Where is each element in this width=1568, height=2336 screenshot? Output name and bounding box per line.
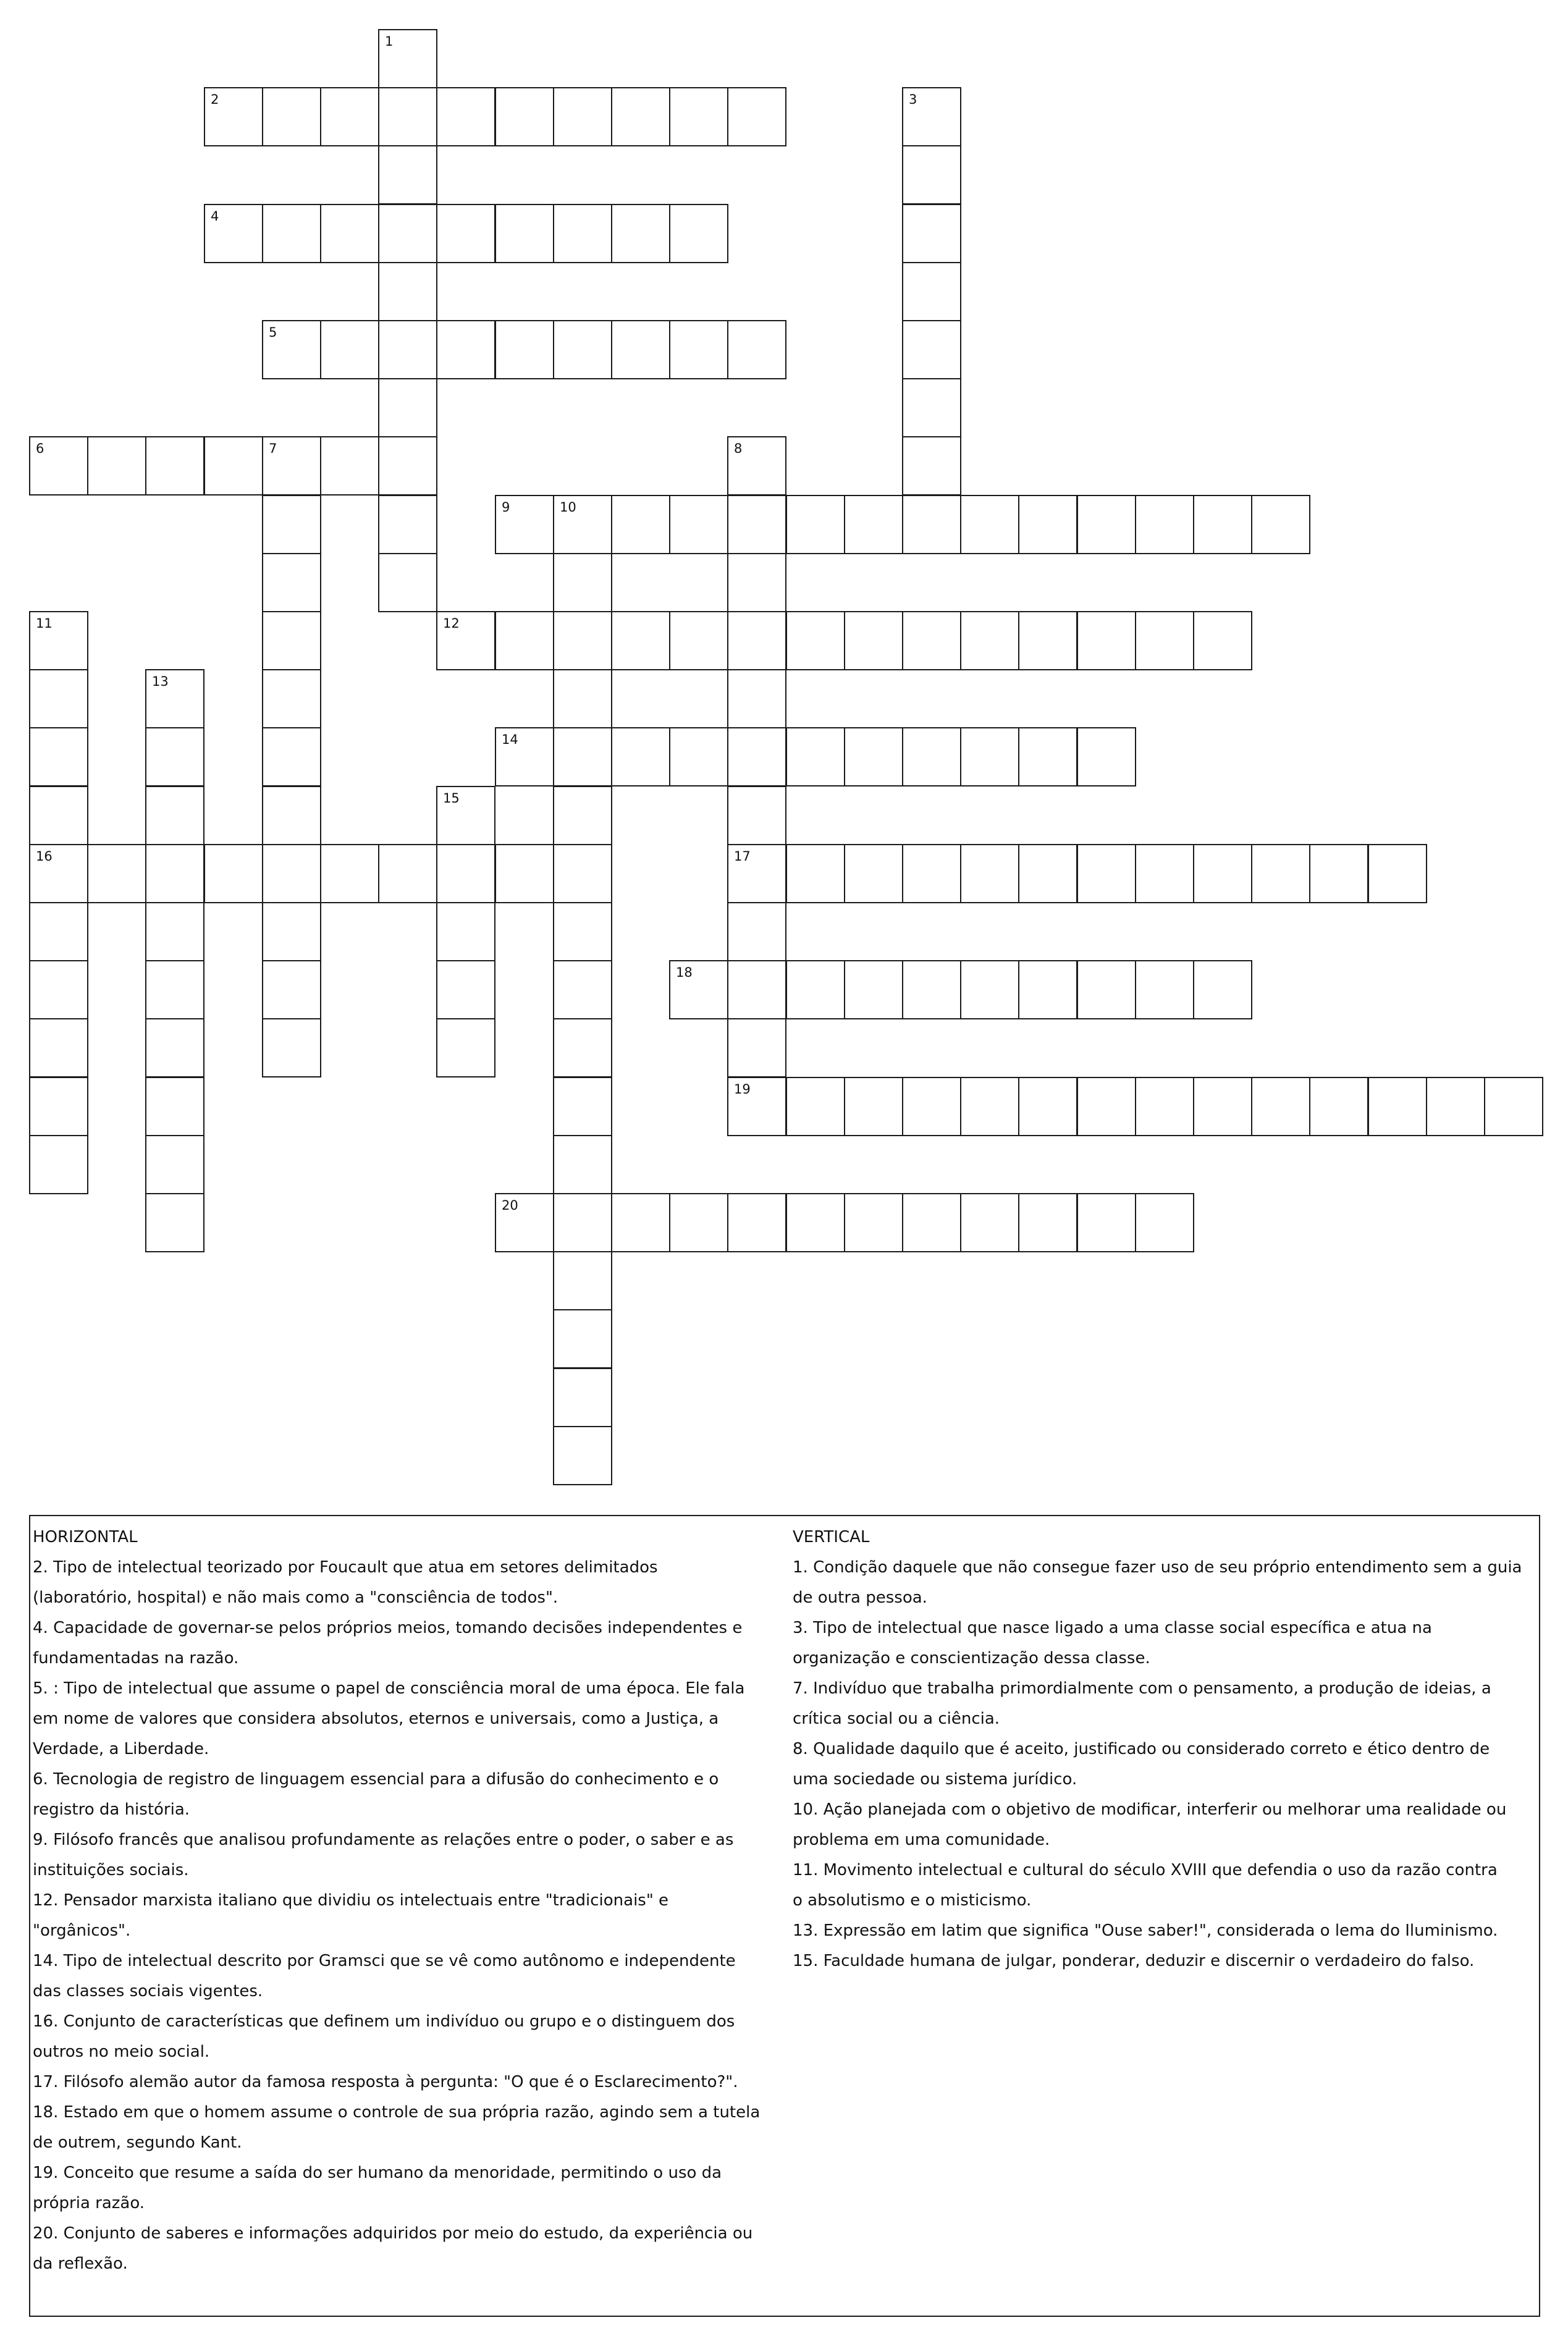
crossword-cell[interactable] xyxy=(611,495,670,554)
down-clue-line: uma sociedade ou sistema jurídico. xyxy=(793,1770,1077,1789)
crossword-cell[interactable] xyxy=(844,611,903,670)
crossword-cell[interactable] xyxy=(902,844,961,903)
clue-number: 11 xyxy=(36,616,53,631)
crossword-cell[interactable] xyxy=(436,320,495,379)
crossword-cell[interactable] xyxy=(145,786,204,845)
crossword-cell[interactable] xyxy=(669,320,728,379)
crossword-cell[interactable] xyxy=(727,1193,786,1252)
crossword-cell[interactable] xyxy=(320,320,379,379)
crossword-cell[interactable] xyxy=(611,87,670,146)
crossword-cell[interactable] xyxy=(436,1018,495,1077)
crossword-cell[interactable] xyxy=(378,495,437,554)
crossword-cell[interactable] xyxy=(495,204,554,263)
across-clue-line: 12. Pensador marxista italiano que dividiu os intelectuais entre "tradicionais" e xyxy=(33,1891,669,1910)
crossword-cell[interactable] xyxy=(1426,1077,1485,1136)
crossword-cell[interactable] xyxy=(553,844,612,903)
crossword-cell[interactable] xyxy=(1135,844,1194,903)
crossword-cell[interactable] xyxy=(611,611,670,670)
crossword-cell[interactable] xyxy=(786,1077,845,1136)
crossword-cell[interactable] xyxy=(378,87,437,146)
crossword-cell[interactable] xyxy=(436,204,495,263)
crossword-cell[interactable] xyxy=(320,844,379,903)
down-clue-line: crítica social ou a ciência. xyxy=(793,1710,1000,1728)
crossword-cell[interactable] xyxy=(1135,495,1194,554)
crossword-cell[interactable] xyxy=(436,960,495,1019)
crossword-cell[interactable] xyxy=(786,960,845,1019)
crossword-cell[interactable] xyxy=(553,495,612,554)
clue-number: 3 xyxy=(909,92,917,107)
across-clue-line: das classes sociais vigentes. xyxy=(33,1982,263,2001)
crossword-cell[interactable] xyxy=(1018,727,1077,786)
down-clue-line: problema em uma comunidade. xyxy=(793,1831,1050,1849)
crossword-cell[interactable] xyxy=(87,844,146,903)
clue-number: 16 xyxy=(36,849,53,864)
crossword-cell[interactable] xyxy=(727,553,786,612)
crossword-cell[interactable] xyxy=(727,495,786,554)
crossword-cell[interactable] xyxy=(436,611,495,670)
crossword-cell[interactable] xyxy=(262,436,321,495)
crossword-cell[interactable] xyxy=(960,1193,1019,1252)
across-clue-line: Verdade, a Liberdade. xyxy=(33,1740,209,1758)
crossword-cell[interactable] xyxy=(262,960,321,1019)
crossword-cell[interactable] xyxy=(1135,1193,1194,1252)
crossword-cell[interactable] xyxy=(29,669,88,728)
crossword-cell[interactable] xyxy=(1077,495,1136,554)
crossword-cell[interactable] xyxy=(902,262,961,321)
crossword-cell[interactable] xyxy=(378,553,437,612)
crossword-cell[interactable] xyxy=(1135,611,1194,670)
across-clue-line: 4. Capacidade de governar-se pelos próprios meios, tomando decisões independentes e xyxy=(33,1619,743,1637)
across-clue-line: instituições sociais. xyxy=(33,1861,189,1879)
down-clues-column xyxy=(793,1522,1540,1976)
crossword-cell[interactable] xyxy=(1193,960,1252,1019)
crossword-cell[interactable] xyxy=(1193,495,1252,554)
crossword-cell[interactable] xyxy=(436,786,495,845)
clue-number: 4 xyxy=(211,209,219,224)
crossword-cell[interactable] xyxy=(786,495,845,554)
down-clue-line: 15. Faculdade humana de julgar, ponderar, deduzir e discernir o verdadeiro do falso. xyxy=(793,1952,1475,1970)
crossword-cell[interactable] xyxy=(378,145,437,205)
crossword-cell[interactable] xyxy=(145,669,204,728)
crossword-cell[interactable] xyxy=(844,1077,903,1136)
crossword-cell[interactable] xyxy=(727,320,786,379)
crossword-cell[interactable] xyxy=(145,1018,204,1077)
crossword-cell[interactable] xyxy=(1193,1077,1252,1136)
across-clue-line: 18. Estado em que o homem assume o controle de sua própria razão, agindo sem a tutela xyxy=(33,2103,761,2122)
down-clue-line: o absolutismo e o misticismo. xyxy=(793,1891,1032,1910)
crossword-cell[interactable] xyxy=(495,611,554,670)
crossword-cell[interactable] xyxy=(29,1135,88,1194)
crossword-cell[interactable] xyxy=(786,727,845,786)
crossword-cell[interactable] xyxy=(1018,495,1077,554)
crossword-cell[interactable] xyxy=(262,727,321,786)
crossword-cell[interactable] xyxy=(495,727,554,786)
crossword-cell[interactable] xyxy=(145,1135,204,1194)
crossword-cell[interactable] xyxy=(378,320,437,379)
crossword-cell[interactable] xyxy=(553,1368,612,1427)
crossword-cell[interactable] xyxy=(29,436,88,495)
crossword-cell[interactable] xyxy=(1077,1193,1136,1252)
crossword-cell[interactable] xyxy=(262,902,321,961)
down-clue-line: 11. Movimento intelectual e cultural do século XVIII que defendia o uso da razão contra xyxy=(793,1861,1498,1879)
crossword-cell[interactable] xyxy=(669,960,728,1019)
clue-number: 2 xyxy=(211,92,219,107)
crossword-cell[interactable] xyxy=(902,436,961,495)
clue-number: 17 xyxy=(734,849,751,864)
crossword-cell[interactable] xyxy=(436,87,495,146)
crossword-cell[interactable] xyxy=(378,29,437,88)
crossword-cell[interactable] xyxy=(378,204,437,263)
across-clue-line: 19. Conceito que resume a saída do ser humano da menoridade, permitindo o uso da xyxy=(33,2164,722,2182)
clue-number: 1 xyxy=(385,34,394,49)
crossword-cell[interactable] xyxy=(262,611,321,670)
crossword-cell[interactable] xyxy=(1077,960,1136,1019)
clue-number: 13 xyxy=(152,674,169,689)
clue-number: 20 xyxy=(502,1198,518,1213)
across-clue-line: de outrem, segundo Kant. xyxy=(33,2133,242,2152)
down-clue-line: 1. Condição daquele que não consegue fazer uso de seu próprio entendimento sem a guia xyxy=(793,1558,1522,1577)
across-clue-line: outros no meio social. xyxy=(33,2043,210,2061)
crossword-cell[interactable] xyxy=(553,1018,612,1077)
crossword-cell[interactable] xyxy=(262,669,321,728)
crossword-cell[interactable] xyxy=(262,87,321,146)
across-clue-line: da reflexão. xyxy=(33,2254,128,2273)
crossword-cell[interactable] xyxy=(960,495,1019,554)
crossword-cell[interactable] xyxy=(29,844,88,903)
crossword-cell[interactable] xyxy=(29,786,88,845)
down-clue-line: 13. Expressão em latim que significa "Ouse saber!", considerada o lema do Iluminismo. xyxy=(793,1921,1498,1940)
crossword-cell[interactable] xyxy=(727,87,786,146)
crossword-cell[interactable] xyxy=(902,204,961,263)
clues-panel xyxy=(29,1515,1540,2317)
crossword-cell[interactable] xyxy=(262,320,321,379)
crossword-cell[interactable] xyxy=(902,87,961,146)
clue-number: 12 xyxy=(443,616,460,631)
crossword-cell[interactable] xyxy=(553,611,612,670)
crossword-cell[interactable] xyxy=(553,727,612,786)
crossword-cell[interactable] xyxy=(553,1251,612,1310)
crossword-cell[interactable] xyxy=(786,844,845,903)
crossword-cell[interactable] xyxy=(262,1018,321,1077)
crossword-cell[interactable] xyxy=(727,786,786,845)
down-clue-line: 3. Tipo de intelectual que nasce ligado a uma classe social específica e atua na xyxy=(793,1619,1432,1637)
down-clue-line: organização e conscientização dessa classe. xyxy=(793,1649,1150,1668)
crossword-cell[interactable] xyxy=(902,1193,961,1252)
crossword-cell[interactable] xyxy=(1077,1077,1136,1136)
crossword-cell[interactable] xyxy=(553,553,612,612)
crossword-cell[interactable] xyxy=(844,727,903,786)
across-clue-line: 6. Tecnologia de registro de linguagem essencial para a difusão do conhecimento e o xyxy=(33,1770,719,1789)
crossword-cell[interactable] xyxy=(378,378,437,437)
crossword-cell[interactable] xyxy=(553,1309,612,1368)
crossword-cell[interactable] xyxy=(29,1077,88,1136)
crossword-cell[interactable] xyxy=(145,1193,204,1252)
crossword-cell[interactable] xyxy=(727,611,786,670)
crossword-cell[interactable] xyxy=(1484,1077,1543,1136)
crossword-cell[interactable] xyxy=(844,1193,903,1252)
clue-number: 8 xyxy=(734,441,743,456)
crossword-cell[interactable] xyxy=(727,1077,786,1136)
down-clue-line: 7. Indivíduo que trabalha primordialmente com o pensamento, a produção de ideias, a xyxy=(793,1679,1491,1698)
across-clue-line: 14. Tipo de intelectual descrito por Gramsci que se vê como autônomo e independente xyxy=(33,1952,736,1970)
crossword-cell[interactable] xyxy=(553,320,612,379)
crossword-cell[interactable] xyxy=(262,844,321,903)
crossword-cell[interactable] xyxy=(902,611,961,670)
crossword-cell[interactable] xyxy=(844,844,903,903)
crossword-cell[interactable] xyxy=(553,1193,612,1252)
crossword-cell[interactable] xyxy=(611,320,670,379)
crossword-cell[interactable] xyxy=(960,960,1019,1019)
across-clue-line: fundamentadas na razão. xyxy=(33,1649,239,1668)
crossword-cell[interactable] xyxy=(960,727,1019,786)
crossword-cell[interactable] xyxy=(495,320,554,379)
crossword-cell[interactable] xyxy=(1193,844,1252,903)
crossword-cell[interactable] xyxy=(553,87,612,146)
crossword-cell[interactable] xyxy=(1077,844,1136,903)
across-clues-column xyxy=(33,1522,791,2279)
crossword-cell[interactable] xyxy=(1251,495,1310,554)
down-clue-line: 10. Ação planejada com o objetivo de modificar, interferir ou melhorar uma realidade ou xyxy=(793,1800,1507,1819)
crossword-cell[interactable] xyxy=(204,204,263,263)
crossword-cell[interactable] xyxy=(145,727,204,786)
crossword-cell[interactable] xyxy=(1077,727,1136,786)
crossword-cell[interactable] xyxy=(495,87,554,146)
crossword-cell[interactable] xyxy=(902,1077,961,1136)
across-clue-line: (laboratório, hospital) e não mais como a "consciência de todos". xyxy=(33,1588,558,1607)
crossword-cell[interactable] xyxy=(727,1018,786,1077)
crossword-cell[interactable] xyxy=(1251,844,1310,903)
crossword-cell[interactable] xyxy=(204,844,263,903)
clue-number: 19 xyxy=(734,1082,751,1097)
crossword-cell[interactable] xyxy=(844,960,903,1019)
crossword-cell[interactable] xyxy=(145,1077,204,1136)
crossword-cell[interactable] xyxy=(204,436,263,495)
crossword-cell[interactable] xyxy=(553,902,612,961)
crossword-cell[interactable] xyxy=(1251,1077,1310,1136)
crossword-cell[interactable] xyxy=(1135,960,1194,1019)
crossword-cell[interactable] xyxy=(727,669,786,728)
crossword-cell[interactable] xyxy=(1309,1077,1368,1136)
crossword-cell[interactable] xyxy=(960,611,1019,670)
across-clue-line: própria razão. xyxy=(33,2194,145,2212)
crossword-cell[interactable] xyxy=(902,495,961,554)
crossword-cell[interactable] xyxy=(1077,611,1136,670)
crossword-cell[interactable] xyxy=(378,436,437,495)
crossword-cell[interactable] xyxy=(960,1077,1019,1136)
crossword-cell[interactable] xyxy=(553,204,612,263)
across-clue-line: registro da história. xyxy=(33,1800,190,1819)
crossword-cell[interactable] xyxy=(727,436,786,495)
crossword-cell[interactable] xyxy=(902,378,961,437)
crossword-cell[interactable] xyxy=(29,727,88,786)
clue-number: 7 xyxy=(269,441,277,456)
crossword-cell[interactable] xyxy=(553,1077,612,1136)
crossword-cell[interactable] xyxy=(378,844,437,903)
crossword-cell[interactable] xyxy=(727,902,786,961)
clue-number: 5 xyxy=(269,325,277,340)
crossword-cell[interactable] xyxy=(553,669,612,728)
crossword-cell[interactable] xyxy=(669,1193,728,1252)
crossword-cell[interactable] xyxy=(727,960,786,1019)
crossword-cell[interactable] xyxy=(669,611,728,670)
crossword-cell[interactable] xyxy=(553,1135,612,1194)
across-clue-line: "orgânicos". xyxy=(33,1921,131,1940)
crossword-cell[interactable] xyxy=(436,902,495,961)
crossword-cell[interactable] xyxy=(495,844,554,903)
crossword-cell[interactable] xyxy=(204,87,263,146)
clue-number: 6 xyxy=(36,441,44,456)
crossword-cell[interactable] xyxy=(1135,1077,1194,1136)
crossword-cell[interactable] xyxy=(902,320,961,379)
crossword-cell[interactable] xyxy=(320,87,379,146)
crossword-cell[interactable] xyxy=(786,1193,845,1252)
crossword-cell[interactable] xyxy=(669,495,728,554)
crossword-cell[interactable] xyxy=(1368,844,1427,903)
crossword-cell[interactable] xyxy=(145,844,204,903)
crossword-cell[interactable] xyxy=(611,1193,670,1252)
crossword-cell[interactable] xyxy=(262,495,321,554)
crossword-cell[interactable] xyxy=(902,960,961,1019)
crossword-cell[interactable] xyxy=(29,611,88,670)
across-clue-line: em nome de valores que considera absolutos, eternos e universais, como a Justiça, a xyxy=(33,1710,719,1728)
across-clue-line: 9. Filósofo francês que analisou profundamente as relações entre o poder, o saber e as xyxy=(33,1831,734,1849)
across-clue-line: 16. Conjunto de características que definem um indivíduo ou grupo e o distinguem dos xyxy=(33,2012,735,2031)
crossword-cell[interactable] xyxy=(1018,1193,1077,1252)
clue-number: 15 xyxy=(443,791,460,806)
crossword-cell[interactable] xyxy=(87,436,146,495)
crossword-cell[interactable] xyxy=(553,786,612,845)
crossword-cell[interactable] xyxy=(29,960,88,1019)
crossword-cell[interactable] xyxy=(669,87,728,146)
crossword-cell[interactable] xyxy=(145,960,204,1019)
crossword-cell[interactable] xyxy=(553,960,612,1019)
clue-number: 18 xyxy=(676,965,693,980)
crossword-cell[interactable] xyxy=(727,727,786,786)
down-clue-line: 8. Qualidade daquilo que é aceito, justificado ou considerado correto e ético dentro de xyxy=(793,1740,1490,1758)
crossword-cell[interactable] xyxy=(611,727,670,786)
across-clue-line: 17. Filósofo alemão autor da famosa resposta à pergunta: "O que é o Esclarecimento?". xyxy=(33,2073,738,2091)
clue-number: 9 xyxy=(502,500,510,515)
crossword-cell[interactable] xyxy=(145,436,204,495)
crossword-cell[interactable] xyxy=(378,262,437,321)
crossword-cell[interactable] xyxy=(611,204,670,263)
crossword-cell[interactable] xyxy=(669,204,728,263)
crossword-cell[interactable] xyxy=(844,495,903,554)
across-clue-line: 2. Tipo de intelectual teorizado por Foucault que atua em setores delimitados xyxy=(33,1558,658,1577)
across-clue-line: 5. : Tipo de intelectual que assume o papel de consciência moral de uma época. Ele fala xyxy=(33,1679,745,1698)
crossword-cell[interactable] xyxy=(960,844,1019,903)
crossword-cell[interactable] xyxy=(1018,1077,1077,1136)
crossword-cell[interactable] xyxy=(669,727,728,786)
crossword-cell[interactable] xyxy=(320,436,379,495)
crossword-cell[interactable] xyxy=(29,1018,88,1077)
crossword-cell[interactable] xyxy=(902,727,961,786)
crossword-cell[interactable] xyxy=(1309,844,1368,903)
crossword-cell[interactable] xyxy=(436,844,495,903)
crossword-cell[interactable] xyxy=(1018,844,1077,903)
down-heading: VERTICAL xyxy=(793,1528,870,1546)
crossword-cell[interactable] xyxy=(262,204,321,263)
crossword-cell[interactable] xyxy=(1368,1077,1427,1136)
clue-number: 14 xyxy=(502,732,518,747)
crossword-cell[interactable] xyxy=(145,902,204,961)
across-heading: HORIZONTAL xyxy=(33,1528,138,1546)
down-clue-line: de outra pessoa. xyxy=(793,1588,927,1607)
crossword-cell[interactable] xyxy=(495,495,554,554)
across-clue-line: 20. Conjunto de saberes e informações adquiridos por meio do estudo, da experiência ou xyxy=(33,2224,753,2243)
clue-number: 10 xyxy=(560,500,576,515)
crossword-cell[interactable] xyxy=(495,1193,554,1252)
crossword-cell[interactable] xyxy=(902,145,961,205)
crossword-cell[interactable] xyxy=(29,902,88,961)
crossword-cell[interactable] xyxy=(320,204,379,263)
crossword-cell[interactable] xyxy=(1193,611,1252,670)
crossword-cell[interactable] xyxy=(1018,611,1077,670)
crossword-cell[interactable] xyxy=(786,611,845,670)
crossword-cell[interactable] xyxy=(1018,960,1077,1019)
crossword-cell[interactable] xyxy=(262,553,321,612)
crossword-cell[interactable] xyxy=(553,1426,612,1485)
crossword-cell[interactable] xyxy=(727,844,786,903)
crossword-cell[interactable] xyxy=(262,786,321,845)
